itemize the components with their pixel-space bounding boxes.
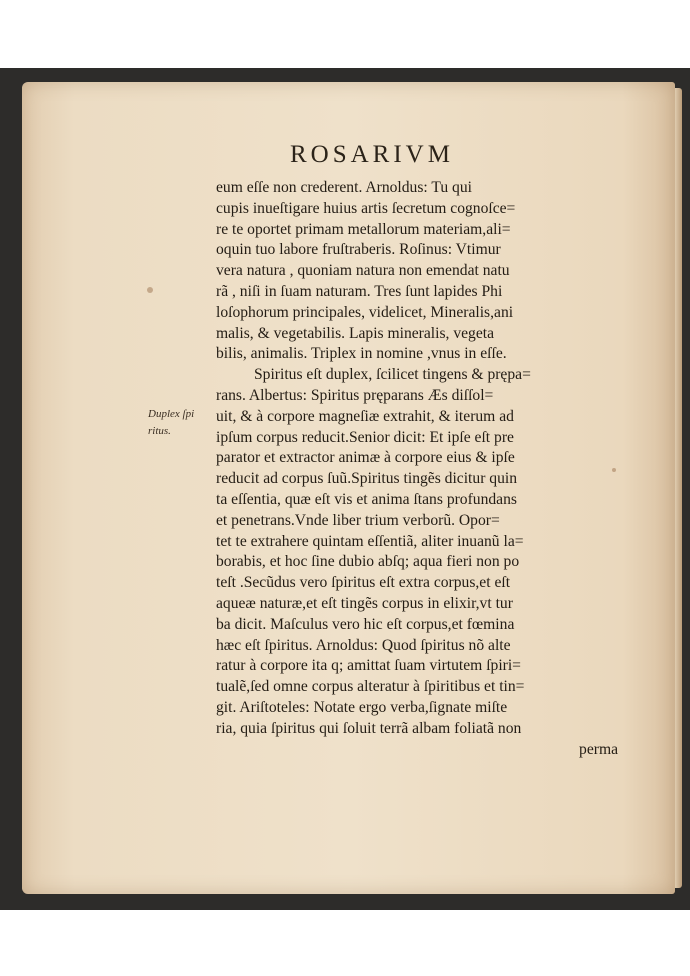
text-line: borabis, et hoc ſine dubio abſq; aqua fieri non po: [216, 553, 520, 571]
text-line: ta eſſentia, quæ eſt vis et anima ſtans profundans: [216, 490, 517, 508]
text-line: ria, quia ſpiritus qui ſoluit terrã albam foliatã non: [216, 719, 522, 737]
text-line: ratur à corpore ita q; amittat ſuam virtutem ſpiri=: [216, 657, 521, 675]
body-text: [216, 178, 626, 760]
text-line: re te oportet primam metallorum materiam,ali=: [216, 220, 511, 238]
marginal-note-line: Duplex ſpi: [148, 408, 195, 420]
catchword: perma: [579, 740, 618, 758]
text-line: cupis inueſtigare huius artis ſecretum cognoſce=: [216, 199, 516, 217]
text-line: aqueæ naturæ,et eſt tingẽs corpus in elixir,vt tur: [216, 594, 513, 612]
text-line: teſt .Secũdus vero ſpiritus eſt extra corpus,et eſt: [216, 574, 511, 592]
text-line: bilis, animalis. Triplex in nomine ,vnus in eſſe.: [216, 345, 507, 363]
text-line: ba dicit. Maſculus vero hic eſt corpus,et fœmina: [216, 615, 515, 633]
text-line: eum eſſe non crederent. Arnoldus: Tu qui: [216, 179, 472, 196]
text-line: reducit ad corpus ſuũ.Spiritus tingẽs dicitur quin: [216, 470, 518, 488]
text-line: Spiritus eſt duplex, ſcilicet tingens & prępa=: [254, 366, 531, 384]
text-line: vera natura , quoniam natura non emendat natu: [216, 262, 510, 280]
marginal-note-line: ritus.: [148, 425, 171, 437]
running-head: ROSARIVM: [290, 141, 454, 168]
text-line: rã , niſi in ſuam naturam. Tres ſunt lapides Phi: [216, 282, 503, 300]
text-line: hæc eſt ſpiritus. Arnoldus: Quod ſpiritus nõ alte: [216, 636, 511, 654]
text-line: ipſum corpus reducit.Senior dicit: Et ipſe eſt pre: [216, 428, 514, 446]
text-line: loſophorum principales, videlicet, Mineralis,ani: [216, 303, 514, 321]
marginal-note: [148, 406, 210, 440]
text-line: oquin tuo labore fruſtraberis. Roſinus: Vtimur: [216, 241, 501, 259]
text-line: uit, & à corpore magneſiæ extrahit, & iterum ad: [216, 407, 514, 425]
text-line: parator et extractor animæ à corpore eius & ipſe: [216, 449, 515, 467]
text-line: git. Ariſtoteles: Notate ergo verba,ſignate miſte: [216, 698, 508, 716]
text-line: tet te extrahere quintam eſſentiã, aliter inuanũ la=: [216, 532, 524, 550]
text-line: malis, & vegetabilis. Lapis mineralis, vegeta: [216, 324, 495, 342]
text-line: et penetrans.Vnde liber trium verborũ. Opor=: [216, 511, 500, 529]
text-line: tualẽ,ſed omne corpus alteratur à ſpiritibus et tin=: [216, 678, 525, 696]
paper-stain: [147, 287, 153, 293]
text-line: rans. Albertus: Spiritus pręparans Æs diſſol=: [216, 386, 494, 404]
